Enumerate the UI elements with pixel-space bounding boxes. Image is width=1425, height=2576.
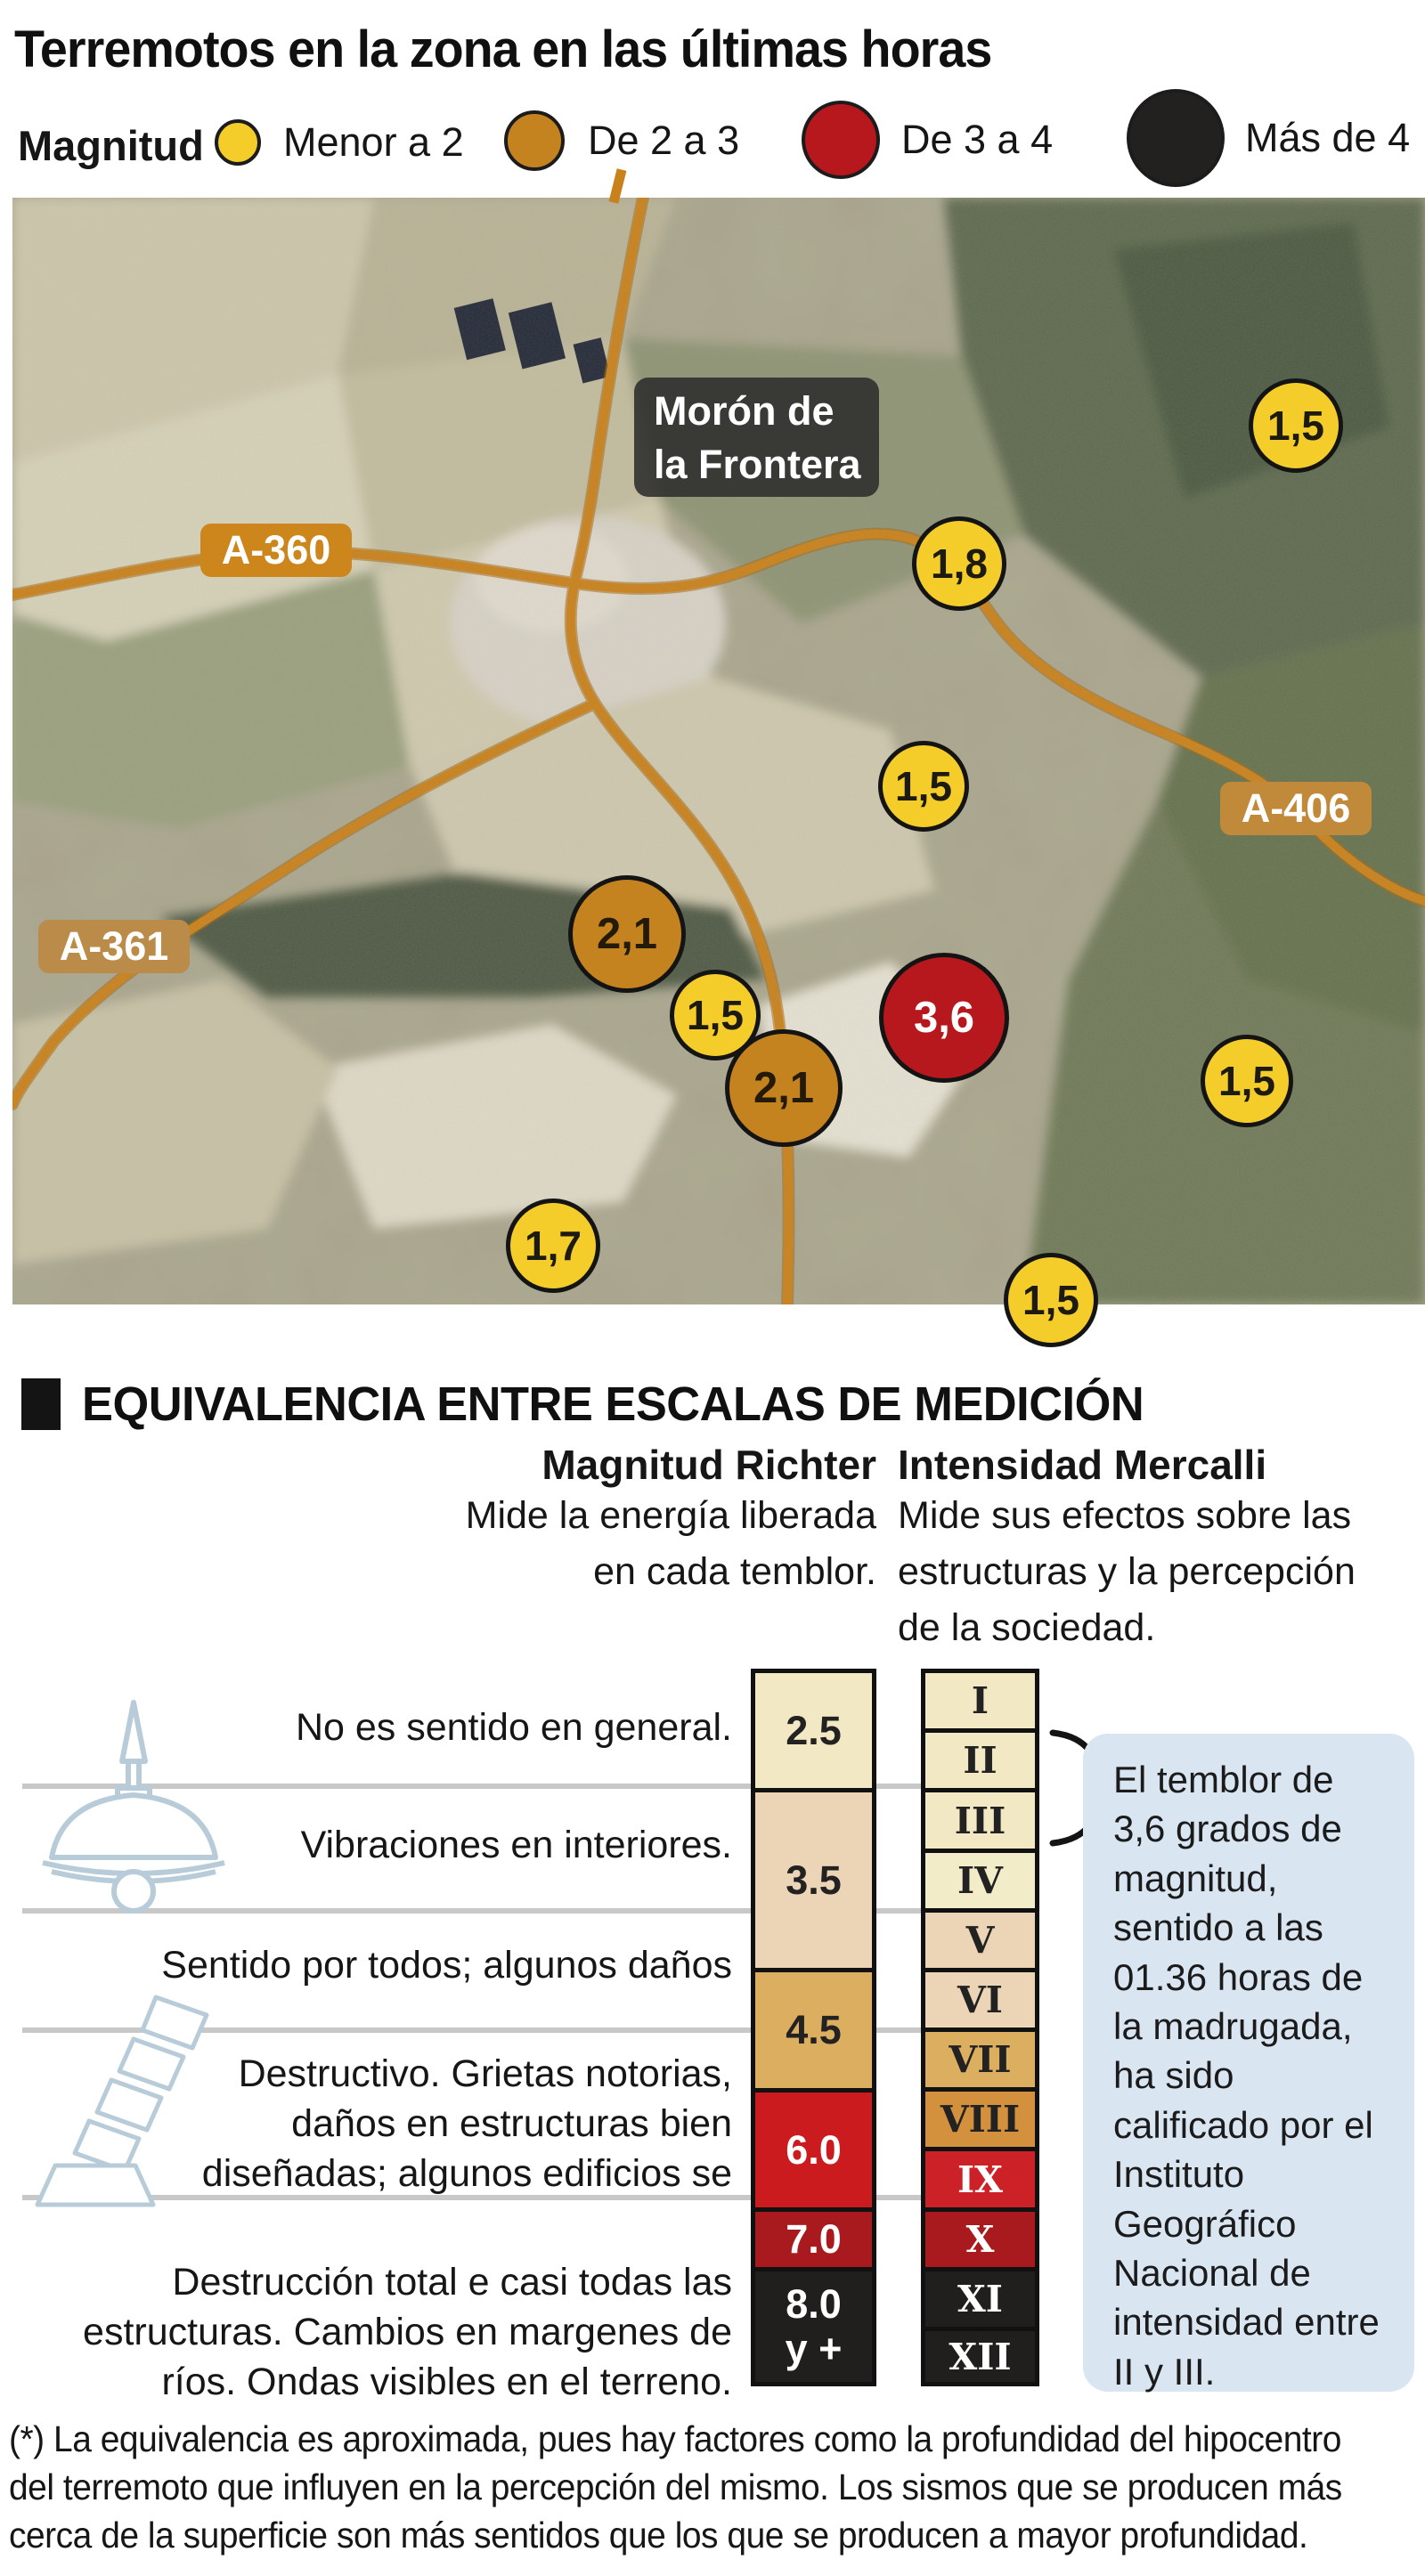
annotation-line: 01.36 horas de bbox=[1113, 1955, 1364, 1998]
richter-segment-label: 3.5 bbox=[786, 1857, 842, 1903]
intensity-row-line: Sentido por todos; algunos daños bbox=[161, 1944, 732, 1987]
mercalli-cell-label: I bbox=[971, 1679, 989, 1722]
annotation-line: Instituto bbox=[1113, 2153, 1245, 2196]
mercalli-cell-label: III bbox=[954, 1799, 1006, 1842]
richter-scale-column bbox=[751, 1669, 876, 2386]
annotation-line: magnitud, bbox=[1113, 1857, 1278, 1899]
intensity-row-line: ríos. Ondas visibles en el terreno. bbox=[161, 2361, 732, 2403]
mercalli-scale-column bbox=[921, 1669, 1039, 2386]
intensity-row-text bbox=[296, 1702, 732, 1752]
annotation-line: Geográfico bbox=[1113, 2202, 1297, 2245]
legend-magnitude-label: Magnitud bbox=[18, 122, 204, 169]
mercalli-cell-X bbox=[925, 2212, 1035, 2267]
richter-column-title: Magnitud Richter bbox=[542, 1442, 876, 1488]
richter-segment-35 bbox=[755, 1792, 872, 1968]
town-label-line1: Morón de bbox=[654, 388, 835, 434]
mercalli-description-line: estructuras y la percepción bbox=[898, 1550, 1356, 1593]
quake-marker: 1,5 bbox=[1249, 378, 1343, 473]
intensity-row-line: No es sentido en general. bbox=[295, 1706, 732, 1749]
intensity-row-line: estructuras. Cambios en margenes de bbox=[83, 2311, 732, 2353]
earthquake-annotation-box bbox=[1083, 1734, 1414, 2392]
richter-segment-60 bbox=[755, 2092, 872, 2207]
annotation-line: intensidad entre bbox=[1113, 2301, 1380, 2344]
legend-item-label: Más de 4 bbox=[1245, 115, 1411, 160]
legend-circle bbox=[802, 101, 880, 179]
annotation-line: II y III. bbox=[1113, 2350, 1216, 2393]
quake-marker: 3,6 bbox=[879, 953, 1009, 1083]
mercalli-cell-label: V bbox=[965, 1919, 995, 1962]
annotation-line: sentido a las bbox=[1113, 1906, 1323, 1949]
page-title: Terremotos en la zona en las últimas horas bbox=[14, 20, 992, 78]
intensity-row-line: daños en estructuras bien bbox=[291, 2102, 732, 2145]
mercalli-column-title: Intensidad Mercalli bbox=[898, 1442, 1267, 1488]
annotation-line: la madrugada, bbox=[1113, 2005, 1353, 2048]
intensity-row-line: Destrucción total e casi todas las bbox=[172, 2261, 732, 2304]
intensity-row-text bbox=[83, 2257, 732, 2407]
intensity-row-line: Vibraciones en interiores. bbox=[300, 1824, 732, 1866]
mercalli-cell-I bbox=[925, 1673, 1035, 1728]
mercalli-cell-VII bbox=[925, 2032, 1035, 2087]
intensity-row-line: Destructivo. Grietas notorias, bbox=[238, 2052, 732, 2095]
richter-description-line: Mide la energía liberada bbox=[465, 1494, 876, 1537]
richter-segment-label2: y + bbox=[785, 2326, 843, 2371]
map-grain-overlay bbox=[12, 198, 1425, 1304]
footnote bbox=[9, 2415, 1342, 2559]
mercalli-cell-label: IV bbox=[957, 1859, 1003, 1902]
satellite-map bbox=[12, 198, 1425, 1304]
legend-circle bbox=[504, 110, 565, 171]
quake-marker: 2,1 bbox=[725, 1029, 843, 1147]
mercalli-cell-XII bbox=[925, 2331, 1035, 2382]
intensity-row-line: diseñadas; algunos edificios se bbox=[201, 2152, 732, 2195]
richter-segment-70 bbox=[755, 2212, 872, 2267]
mercalli-cell-VI bbox=[925, 1972, 1035, 2027]
road-label-a-360: A-360 bbox=[200, 524, 352, 577]
mercalli-description-line: Mide sus efectos sobre las bbox=[898, 1494, 1352, 1537]
legend-item-label: De 3 a 4 bbox=[901, 117, 1054, 162]
richter-segment-label: 7.0 bbox=[786, 2216, 842, 2262]
quake-marker: 1,8 bbox=[912, 516, 1006, 611]
mercalli-cell-III bbox=[925, 1792, 1035, 1849]
intensity-row-text bbox=[161, 1940, 732, 1990]
quake-marker: 2,1 bbox=[568, 875, 686, 993]
intensity-row-text bbox=[301, 1820, 732, 1870]
richter-segment-25 bbox=[755, 1673, 872, 1788]
road-label-a-406: A-406 bbox=[1220, 782, 1372, 835]
mercalli-cell-label: XI bbox=[957, 2278, 1003, 2320]
quake-marker: 1,7 bbox=[506, 1199, 600, 1293]
annotation-line: El temblor de bbox=[1113, 1759, 1334, 1800]
richter-segment-label: 2.5 bbox=[786, 1707, 842, 1753]
annotation-line: ha sido bbox=[1113, 2054, 1234, 2097]
mercalli-cell-XI bbox=[925, 2271, 1035, 2327]
town-label-moron bbox=[634, 378, 879, 497]
quake-marker: 1,5 bbox=[878, 741, 969, 832]
footnote-line: cerca de la superficie son más sentidos que los que se producen a mayor profundidad. bbox=[9, 2515, 1308, 2556]
richter-segment-45 bbox=[755, 1972, 872, 2088]
quake-marker: 1,5 bbox=[670, 970, 761, 1060]
mercalli-cell-V bbox=[925, 1913, 1035, 1968]
richter-segment-80 bbox=[755, 2271, 872, 2382]
footnote-line: del terremoto que influyen en la percepción del mismo. Los sismos que se producen más bbox=[9, 2466, 1342, 2507]
mercalli-cell-label: X bbox=[965, 2218, 995, 2261]
legend-circle bbox=[215, 119, 261, 166]
town-label-line2: la Frontera bbox=[654, 442, 861, 487]
quake-marker: 1,5 bbox=[1201, 1035, 1293, 1127]
hanging-lamp-icon bbox=[43, 1702, 224, 1911]
richter-segment-label: 8.0 bbox=[786, 2281, 842, 2327]
annotation-line: 3,6 grados de bbox=[1113, 1808, 1342, 1850]
richter-segment-label: 6.0 bbox=[786, 2126, 842, 2173]
legend-item-label: De 2 a 3 bbox=[588, 118, 740, 163]
road-label-a-361: A-361 bbox=[38, 920, 190, 973]
mercalli-cell-label: XII bbox=[949, 2335, 1012, 2378]
section-heading: EQUIVALENCIA ENTRE ESCALAS DE MEDICIÓN bbox=[82, 1377, 1144, 1431]
richter-segment-label: 4.5 bbox=[786, 2007, 842, 2052]
mercalli-cell-IX bbox=[925, 2151, 1035, 2207]
legend-item-label: Menor a 2 bbox=[283, 119, 464, 165]
mercalli-cell-label: VIII bbox=[940, 2098, 1021, 2141]
mercalli-cell-label: IX bbox=[957, 2158, 1003, 2201]
mercalli-cell-IV bbox=[925, 1853, 1035, 1908]
annotation-line: Nacional de bbox=[1113, 2252, 1311, 2295]
mercalli-cell-VIII bbox=[925, 2092, 1035, 2147]
mercalli-cell-label: II bbox=[963, 1739, 998, 1782]
legend-circle bbox=[1127, 89, 1225, 187]
annotation-line: calificado por el bbox=[1113, 2103, 1373, 2146]
footnote-line: (*) La equivalencia es aproximada, pues hay factores como la profundidad del hipocentro bbox=[9, 2418, 1341, 2459]
mercalli-cell-label: VII bbox=[949, 2038, 1012, 2081]
annotation-text bbox=[1083, 1734, 1414, 2396]
mercalli-cell-label: VI bbox=[957, 1979, 1003, 2021]
quake-marker: 1,5 bbox=[1004, 1253, 1098, 1347]
mercalli-description-line: de la sociedad. bbox=[898, 1606, 1156, 1649]
intensity-row-text bbox=[202, 2049, 732, 2198]
richter-description-line: en cada temblor. bbox=[593, 1550, 876, 1593]
mercalli-cell-II bbox=[925, 1733, 1035, 1788]
